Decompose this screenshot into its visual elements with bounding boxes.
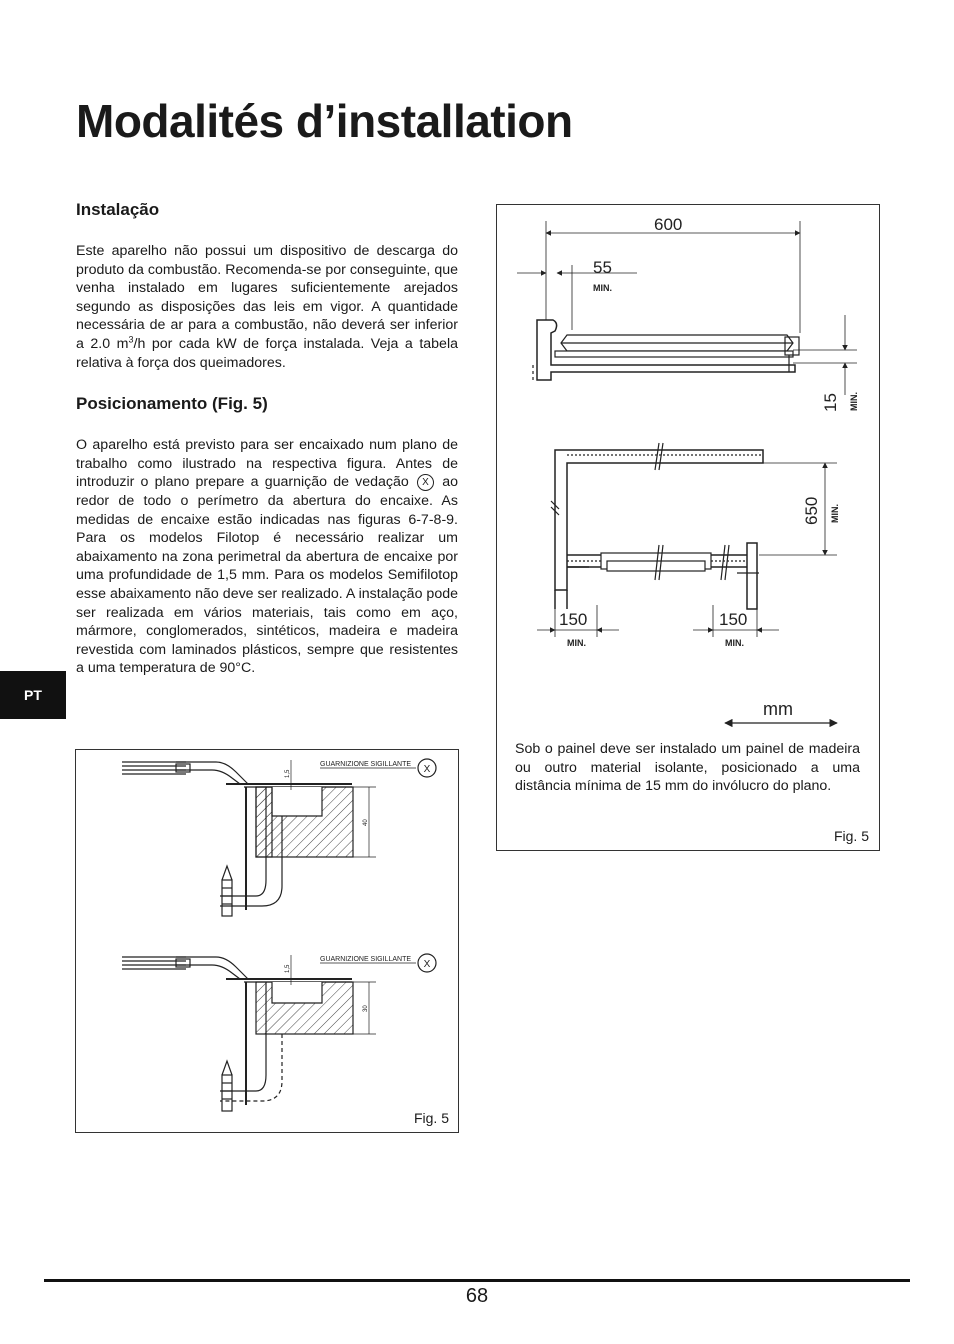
- dim-15: 15: [821, 393, 840, 412]
- figure-left: [75, 749, 459, 1133]
- seal-label-top: GUARNIZIONE SIGILLANTE: [320, 761, 412, 768]
- seal-x-icon-top: X: [423, 764, 431, 775]
- dim-top-2: 40: [363, 819, 369, 826]
- page-number: 68: [465, 1285, 489, 1307]
- cutout-dimensions-drawing: [497, 205, 879, 735]
- dim-600: 600: [654, 215, 683, 234]
- hob-section-drawing: [76, 750, 458, 1132]
- installation-paragraph: Este aparelho não possui um dispositivo de descarga do produto da combustão. Recomenda-se por conseguinte, que venha instalado em lugares suficientemente arejados segundo as disposições das leis em vigor. A quantidade necessária de ar para a combustão, não deverá ser inferior a 2.0 $m^3/h$ por cada kW de força instalada. Veja a tabela relativa à força dos queimadores.: [76, 243, 458, 371]
- top-view: [537, 443, 837, 723]
- min-label-650: MIN.: [830, 504, 840, 523]
- dim-bottom-2: 30: [363, 1005, 369, 1012]
- figure-right: [496, 204, 880, 851]
- language-tab: PT: [0, 671, 66, 719]
- dim-55: 55: [593, 258, 612, 277]
- seal-label-bottom: GUARNIZIONE SIGILLANTE: [320, 956, 412, 963]
- figure-left-caption: Fig. 5: [413, 1110, 449, 1126]
- page-title: Modalités d’installation: [76, 95, 573, 147]
- min-label-15: MIN.: [849, 392, 859, 411]
- figure-right-note: Sob o painel deve ser instalado um painel de madeira ou outro material isolante, posicionado a uma distância mínima de 15 mm do invólucro do plano.: [515, 741, 860, 795]
- bottom-detail: [122, 954, 436, 1111]
- min-label-55: MIN.: [593, 283, 612, 293]
- figure-right-caption: Fig. 5: [833, 828, 869, 844]
- side-view: [517, 221, 857, 395]
- seal-x-icon-bottom: X: [423, 959, 431, 970]
- dim-bottom-1: 1,5: [285, 964, 291, 973]
- unit-mm: mm: [763, 699, 793, 719]
- section-heading-positioning: Posicionamento (Fig. 5): [76, 394, 268, 414]
- dim-650: 650: [802, 496, 821, 525]
- left-column: [76, 200, 458, 678]
- top-detail: [122, 759, 436, 916]
- dim-top-1: 1,5: [285, 769, 291, 778]
- dim-150-right: 150: [719, 610, 748, 629]
- min-label-150-right: MIN.: [725, 638, 744, 648]
- positioning-paragraph: O aparelho está previsto para ser encaixado num plano de trabalho como ilustrado na respectiva figura. Antes de introduzir o plano prepare a guarnição de vedação X ao redor de todo o perímetro da abertura do encaixe. As medidas de encaixe estão indicadas nas figuras 6-7-8-9. Para os modelos Filotop é necessário realizar um abaixamento na zona perimetral da abertura de encaixe por uma profundidade de 1,5 mm. Para os modelos Semifilotop esse abaixamento não deve ser realizado. A instalação pode ser realizada em vários materiais, tais como em aço, mármore, conglomerados, sintéticos, madeira e madeira revestida com laminados plásticos, sempre que resistentes a uma temperatura de 90°C.: [76, 437, 458, 677]
- min-label-150-left: MIN.: [567, 638, 586, 648]
- section-heading-installation: Instalação: [76, 200, 160, 219]
- seal-x-icon: X: [417, 474, 434, 491]
- dim-150-left: 150: [559, 610, 588, 629]
- footer-rule: [44, 1279, 910, 1282]
